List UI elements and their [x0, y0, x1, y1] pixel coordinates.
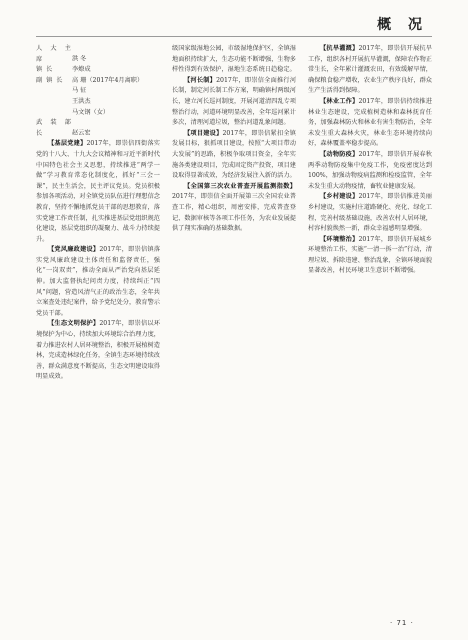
paragraph-text: 2017年，即崇信开展抗旱工作，组织各村开展抗旱灌溉，保障农作物正常生长，全年累计灌溉农田，有效缓解旱情，确保粮食稳产增收，农业生产秩序良好，群众生产生活得到保障。: [308, 45, 432, 95]
leader-name: 高 珊（2017年4月离职）: [72, 76, 144, 84]
paragraph: [36, 319, 160, 383]
paragraph-text: 2017年，即崇信推进美丽乡村建设，实施村庄道路硬化、亮化、绿化工程，完善村级基础设施，改善农村人居环境，村容村貌焕然一新，群众幸福感明显增强。: [308, 193, 432, 233]
text-column-2: [172, 44, 296, 599]
header-rule: [36, 36, 432, 37]
page-number: · 71 ·: [390, 619, 414, 627]
paragraph-heading: 【项目建设】: [184, 129, 223, 137]
paragraph-heading: 【动物防疫】: [320, 150, 359, 158]
paragraph: [172, 76, 296, 129]
leader-name: 李燎成: [72, 66, 91, 74]
paragraph: [36, 245, 160, 319]
paragraph-heading: 【河长制】: [184, 76, 217, 84]
leader-role: 武 装 部 长: [36, 119, 72, 137]
paragraph: [36, 139, 160, 245]
paragraph: [308, 235, 432, 277]
leader-extra: 马文钢（女）: [72, 108, 110, 116]
leader-role: 人 大 主 席: [36, 45, 72, 63]
leader-role: 副 镇 长: [36, 76, 64, 84]
paragraph-heading: 【林业工作】: [320, 97, 359, 105]
leader-row: [36, 76, 160, 87]
leader-extra: 马 征: [72, 87, 87, 95]
paragraph-text: 2017年，即崇信全面开展第三次全国农业普查工作，精心组织，周密安排，完成普查登记、数据审核等各项工作任务，为农业发展提供了翔实准确的基础数据。: [172, 193, 296, 233]
paragraph: [308, 44, 432, 97]
paragraph-text: 2017年，即崇信开展城乡环境整治工作，实施“一清一拆一治”行动，清理垃圾、拆除违建、整治乱象，全镇环境面貌显著改善，村民环境卫生意识不断增强。: [308, 235, 432, 275]
paragraph-heading: 【基层党建】: [48, 140, 87, 148]
paragraph: [308, 97, 432, 150]
paragraph: [172, 129, 296, 182]
leader-row: [36, 44, 160, 65]
paragraph-text: 2017年，即崇信镇落实党风廉政建设主体责任和监督责任，强化“一岗双责”，推动全面从严治党向基层延伸。加大监督执纪问责力度，持续纠正“四风”问题，营造风清气正的政治生态，全年共立案查处违纪案件，给予党纪处分，教育警示党员干部。: [36, 246, 160, 317]
leader-name: 洪 冬: [72, 55, 87, 63]
paragraph-heading: 【环境整治】: [320, 235, 359, 243]
paragraph: [308, 150, 432, 192]
paragraph-text: 级国家级湿地公园，市级湿地保护区，全镇湿地面积持续扩大，生态功能不断增强，生物多样性得到有效保护，湿地生态系统日趋稳定。: [172, 45, 296, 74]
leader-name: 赵云宏: [72, 129, 91, 137]
paragraph-heading: 【抗旱灌溉】: [320, 45, 359, 52]
paragraph: [172, 182, 296, 235]
paragraph-text: 2017年，即崇信持续推进林业生态建设，完成植树造林和森林抚育任务，加强森林防火和林业有害生物防治，全年未发生重大森林火灾，林业生态环境持续向好，森林覆盖率稳步提高。: [308, 97, 432, 148]
section-title: 概 况: [377, 17, 428, 33]
paragraph-text: 2017年，即崇信四街落实党的十八大、十九大会议精神和习近平新时代中国特色社会主义思想，持续推进“两学一做”学习教育常态化制度化，抓好“三会一课”，民主生活会，民主评议党员。党员积极参加各项活动，对全镇党员队伍进行理想信念教育，坚持不懈地抓党员干部的思想教育，落实党建工作责任制，扎实推进基层党组织规范化建设，基层党组织的凝聚力、战斗力持续提升。: [36, 140, 160, 243]
paragraph-text: 2017年，即崇信以环境保护为中心，持续加大环境综合治理力度，着力推进农村人居环境整治，积极开展植树造林，完成造林绿化任务，全镇生态环境持续改善，群众满意度不断提高，生态文明建设取得明显成效。: [36, 320, 160, 381]
leader-row: [36, 65, 160, 76]
paragraph-heading: 【全国第三次农业普查开展监测指数】: [184, 182, 296, 190]
leader-row: [36, 118, 160, 139]
text-column-3: [308, 44, 432, 599]
paragraph-text: 2017年，即崇信紧扣全镇发展目标，狠抓项目建设，按照“大项目带动大发展”的思路，积极争取项目资金，全年实施各类建设项目，完成固定资产投资，项目建设取得显著成效，为经济发展注入新的活力。: [172, 129, 296, 180]
text-column-1: [36, 44, 160, 599]
paragraph-heading: 【党风廉政建设】: [48, 246, 100, 254]
paragraph: [308, 192, 432, 234]
paragraph: [172, 44, 296, 76]
leader-extra: 王洪杰: [72, 97, 91, 105]
paragraph-heading: 【生态文明保护】: [48, 320, 100, 328]
leader-role: 镇 长: [36, 66, 54, 74]
paragraph-heading: 【乡村建设】: [320, 193, 359, 201]
paragraph-text: 2017年，即崇信全面推行河长制，制定河长制工作方案，明确镇村两级河长，建立河长巡河制度，开展河道清四乱专项整治行动，河道环境明显改善，全年巡河累计多次，清理河道垃圾，整治河道乱象问题。: [172, 76, 296, 127]
paragraph-text: 2017年，即崇信开展春秋两季动物防疫集中免疫工作，免疫密度达到100%，加强动物疫病监测和检疫监管，全年未发生重大动物疫情，畜牧业健康发展。: [308, 150, 432, 190]
